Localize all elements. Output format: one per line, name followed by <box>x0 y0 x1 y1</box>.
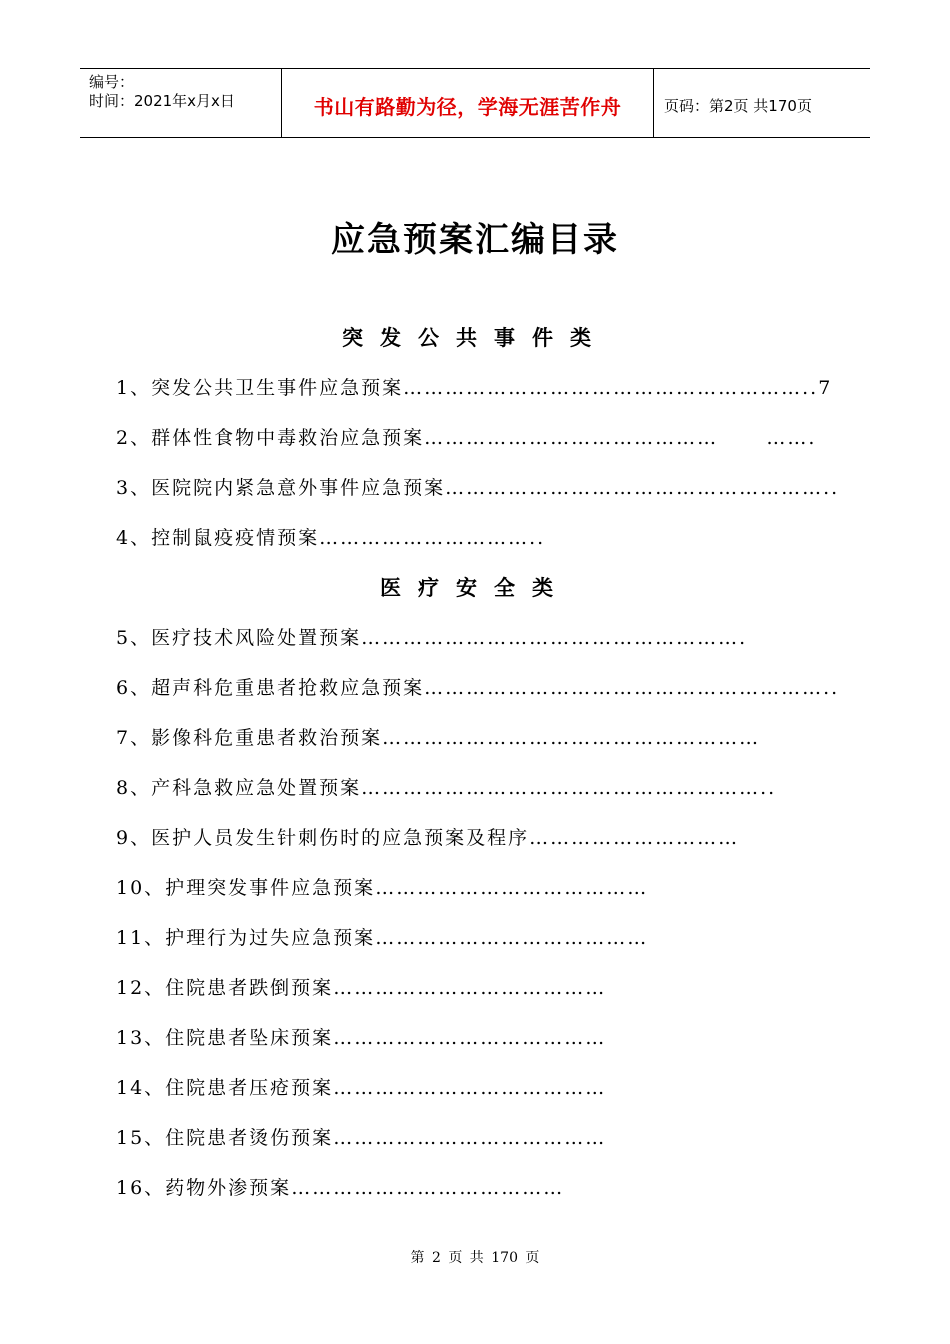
toc-entry-title: 1、突发公共卫生事件应急预案 <box>116 377 404 399</box>
section-heading-medical-safety <box>0 572 950 602</box>
toc-entry-leader: ………………………………………………….. <box>403 377 819 399</box>
toc-entry[interactable] <box>116 873 648 900</box>
toc-entry-leader: ……………………………………………….. <box>445 477 840 499</box>
toc-entry-title: 6、超声科危重患者抢救应急预案 <box>116 677 425 699</box>
toc-entry-title: 12、住院患者跌倒预案 <box>116 977 334 999</box>
toc-entry-leader: ………………………………… <box>333 1027 607 1049</box>
page-header <box>80 68 870 138</box>
page-footer: 第 2 页 共 170 页 <box>410 1250 540 1266</box>
toc-entry[interactable] <box>116 723 760 750</box>
toc-entry-leader: ………………………………… <box>375 877 649 899</box>
toc-entry[interactable] <box>116 823 739 850</box>
toc-entry-page: 7 <box>818 377 833 399</box>
number-label: 编号： <box>89 73 135 91</box>
toc-entry-title: 16、药物外渗预案 <box>116 1177 292 1199</box>
toc-entry[interactable] <box>116 923 648 950</box>
toc-entry-leader: ………………………… <box>529 827 740 849</box>
toc-entry-title: 10、护理突发事件应急预案 <box>116 877 376 899</box>
toc-entry-leader: ………………………………… <box>333 1127 607 1149</box>
toc-entry[interactable] <box>116 1123 606 1150</box>
section-heading-public-events <box>0 322 950 352</box>
toc-entry-leader: ………………………………… <box>333 977 607 999</box>
toc-entry-title: 4、控制鼠疫疫情预案 <box>116 527 320 549</box>
toc-entry[interactable] <box>116 1073 606 1100</box>
header-motto: 书山有路勤为径，学海无涯苦作舟 <box>281 69 654 137</box>
toc-entry[interactable] <box>116 673 839 700</box>
toc-entry-title: 11、护理行为过失应急预案 <box>116 927 376 949</box>
toc-entry[interactable] <box>116 1023 606 1050</box>
toc-entry-title: 5、医疗技术风险处置预案 <box>116 627 362 649</box>
toc-entry[interactable] <box>116 423 816 450</box>
toc-entry-leader: ……………………………………………… <box>382 727 761 749</box>
toc-entry-leader: ………………………………… <box>291 1177 565 1199</box>
toc-entry[interactable] <box>116 773 776 800</box>
header-meta <box>80 69 281 137</box>
toc-entry[interactable] <box>116 523 545 550</box>
toc-entry-title: 7、影像科危重患者救治预案 <box>116 727 383 749</box>
toc-entry[interactable] <box>116 623 747 650</box>
toc-entry[interactable] <box>116 1173 564 1200</box>
toc-entry-title: 3、医院院内紧急意外事件应急预案 <box>116 477 446 499</box>
toc-entry-title: 13、住院患者坠床预案 <box>116 1027 334 1049</box>
toc-entry-leader: ………………………………………………….. <box>361 777 777 799</box>
toc-entry-title: 14、住院患者压疮预案 <box>116 1077 334 1099</box>
toc-entry-leader: ………………………….. <box>319 527 546 549</box>
header-page-info: 页码：第2页 共170页 <box>664 96 812 115</box>
toc-entry-title: 15、住院患者烫伤预案 <box>116 1127 334 1149</box>
toc-entry-leader: ………………………………………………….. <box>424 677 840 699</box>
toc-entry-leader: ………………………………… <box>375 927 649 949</box>
toc-entry-title: 2、群体性食物中毒救治应急预案 <box>116 427 425 449</box>
toc-entry-leader: ………………………………… <box>333 1077 607 1099</box>
toc-entry-title: 9、医护人员发生针刺伤时的应急预案及程序 <box>116 827 530 849</box>
toc-entry[interactable] <box>116 473 839 500</box>
time-label: 时间：2021年x月x日 <box>89 92 235 110</box>
section-heading-text: 医疗安全类 <box>380 575 570 600</box>
toc-entry-leader: …………………………………… ……. <box>424 427 817 449</box>
document-title: 应急预案汇编目录 <box>331 220 619 260</box>
toc-entry[interactable] <box>116 373 832 400</box>
section-heading-text: 突发公共事件类 <box>342 325 608 350</box>
toc-entry[interactable] <box>116 973 606 1000</box>
toc-entry-leader: ………………………………………………. <box>361 627 748 649</box>
toc-entry-title: 8、产科急救应急处置预案 <box>116 777 362 799</box>
